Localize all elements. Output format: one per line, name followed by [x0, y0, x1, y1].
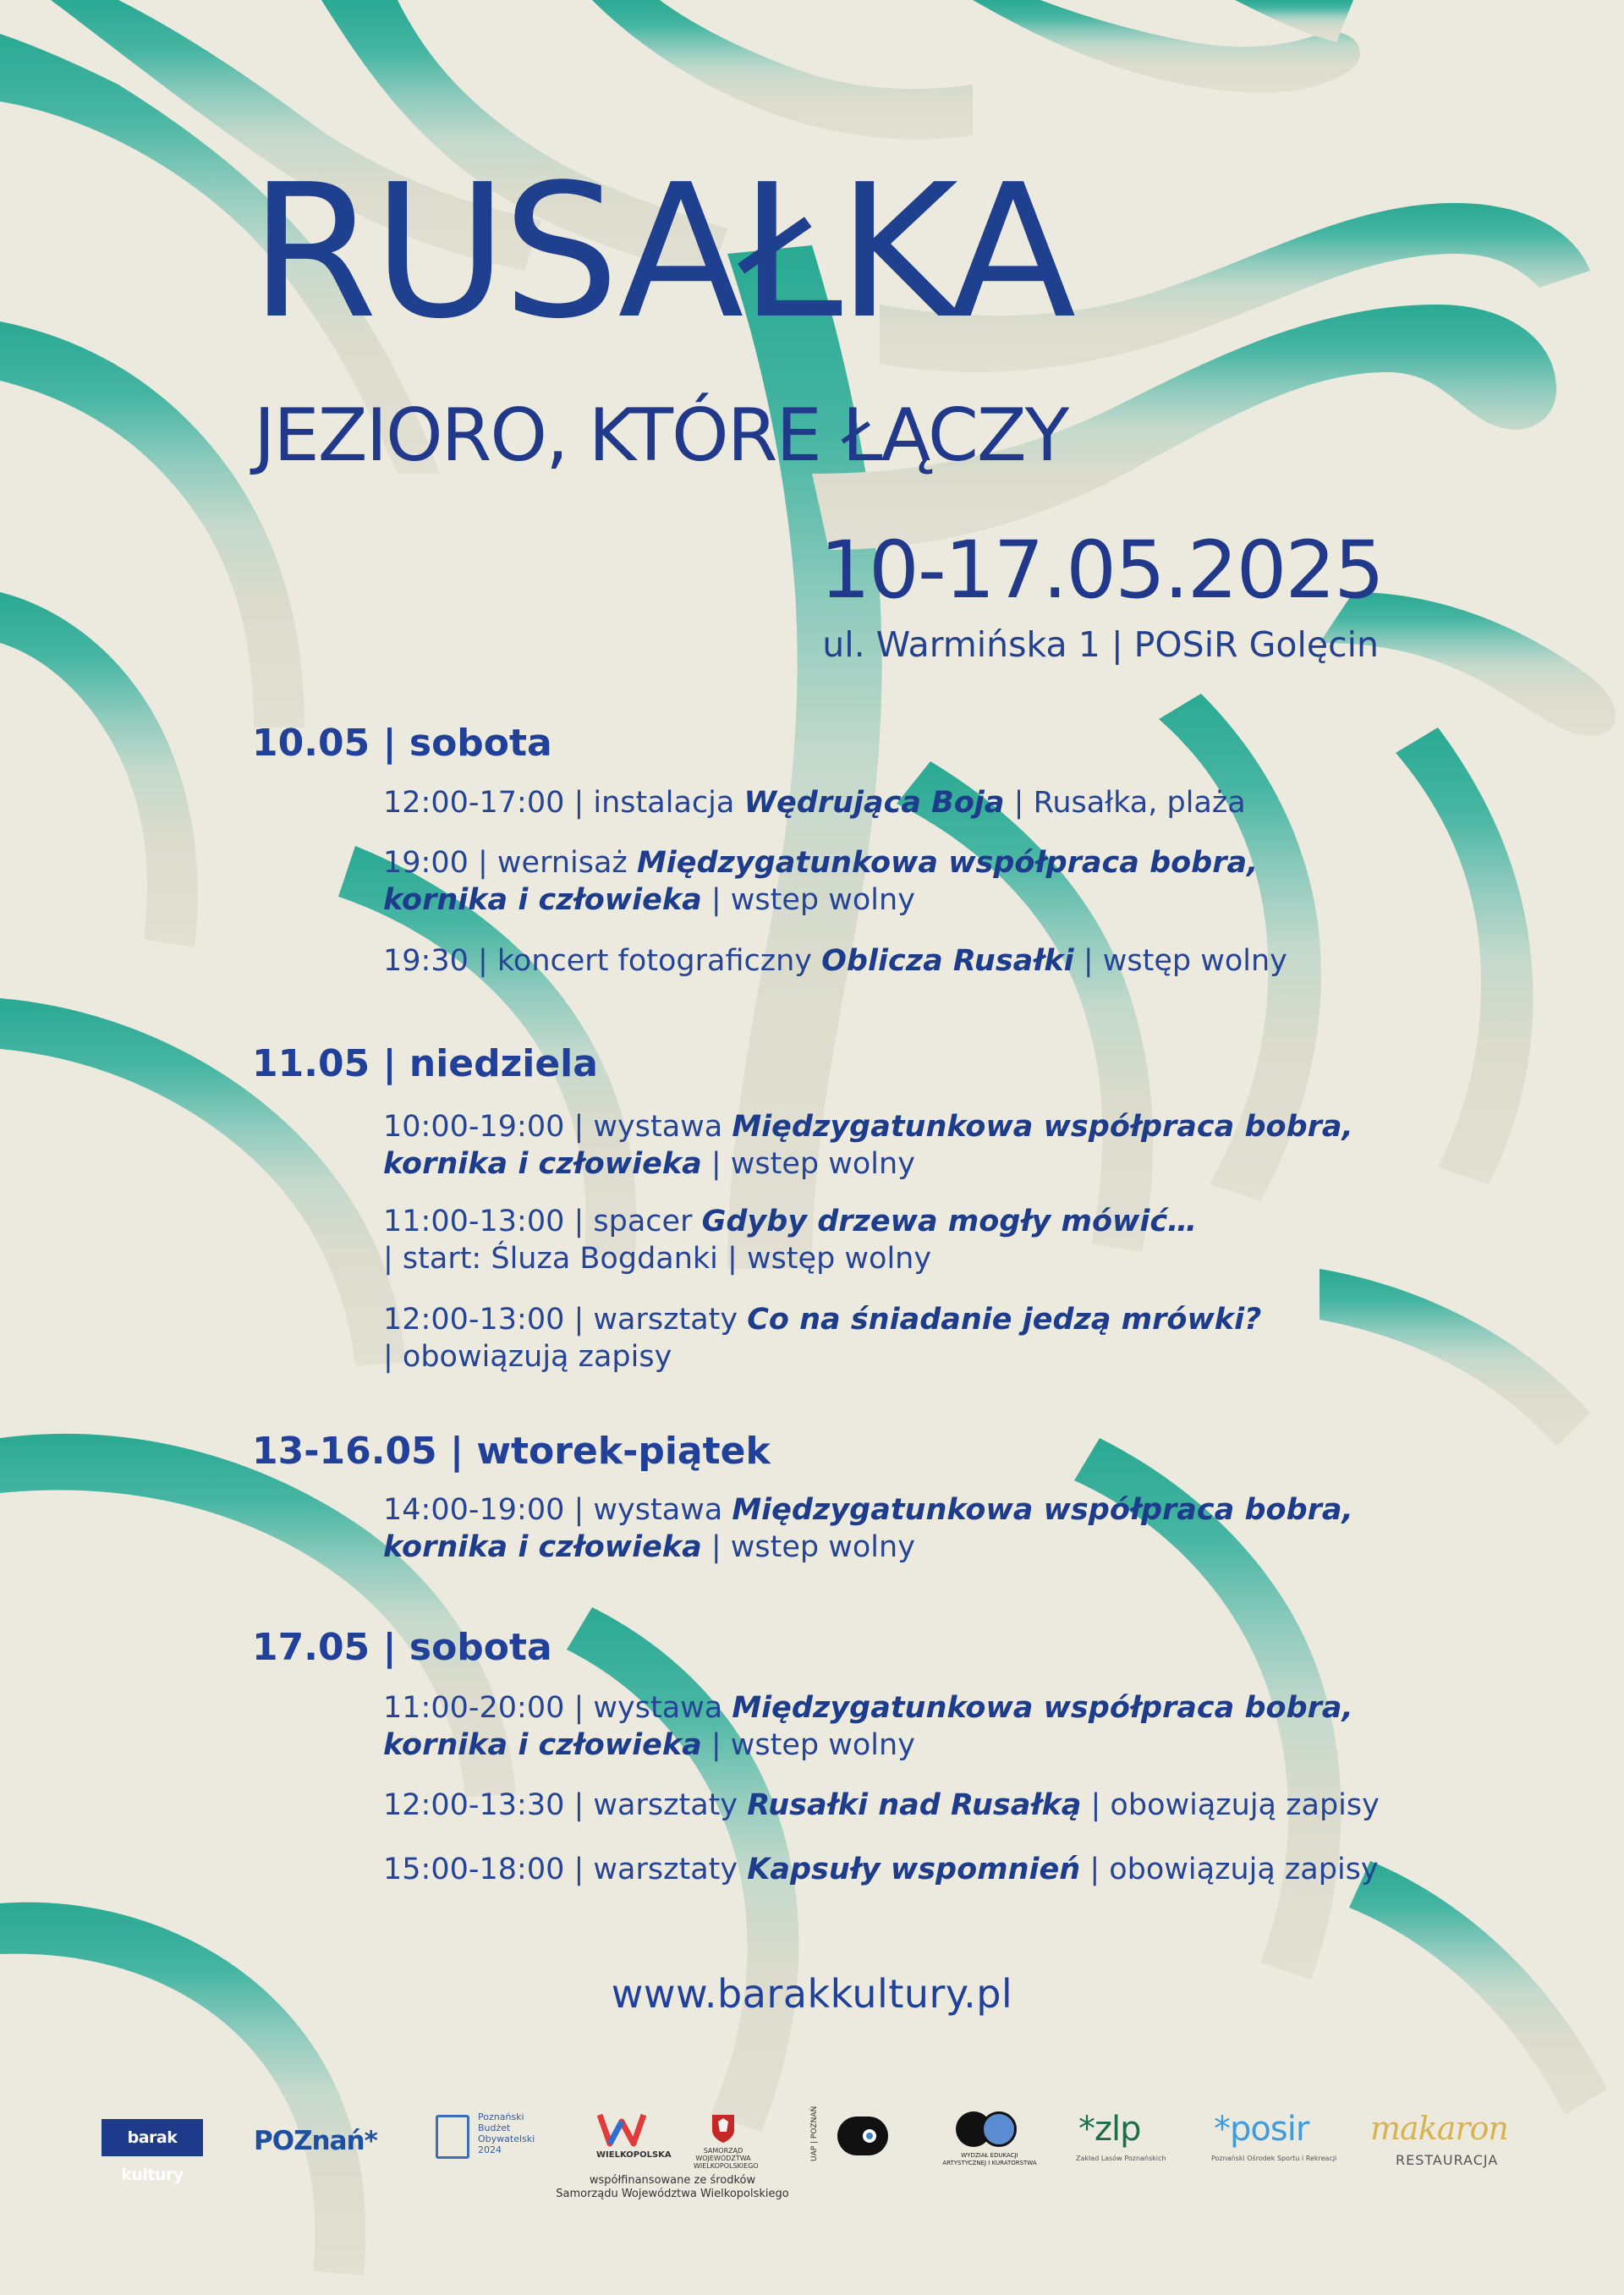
posir-subtitle: Poznański Ośrodek Sportu i Rekreacji: [1211, 2155, 1337, 2162]
event-line: | start: Śluza Bogdanki | wstęp wolny: [383, 1242, 932, 1276]
poznan-logo: POZnań*: [254, 2126, 377, 2156]
event-line: kornika i człowieka | wstep wolny: [383, 883, 915, 917]
day-heading-1105: 11.05 | niedziela: [252, 1042, 598, 1085]
event-line: kornika i człowieka | wstep wolny: [383, 1147, 915, 1181]
pbo-logo: [436, 2111, 546, 2162]
pbo-text: Poznański Budżet Obywatelski 2024: [478, 2111, 535, 2155]
day-heading-1705: 17.05 | sobota: [252, 1626, 552, 1669]
cofunding-note: współfinansowane ze środków Samorządu Województwa Wielkopolskiego: [556, 2174, 789, 2200]
event-line: 10:00-19:00 | wystawa Międzygatunkowa współpraca bobra,: [383, 1110, 1353, 1144]
event-line: kornika i człowieka | wstep wolny: [383, 1530, 915, 1564]
poster-subtitle: JEZIORO, KTÓRE ŁĄCZY: [254, 393, 1068, 478]
zlp-logo: *zlp: [1078, 2110, 1141, 2149]
event-line: 12:00-13:00 | warsztaty Co na śniadanie jedzą mrówki?: [383, 1303, 1262, 1337]
event-venue: ul. Warmińska 1 | POSiR Golęcin: [822, 624, 1379, 665]
posir-logo: *posir: [1214, 2110, 1309, 2149]
event-line: 12:00-13:30 | warsztaty Rusałki nad Rusałką | obowiązują zapisy: [383, 1788, 1380, 1822]
event-line: 11:00-20:00 | wystawa Międzygatunkowa współpraca bobra,: [383, 1691, 1353, 1725]
event-line: | obowiązują zapisy: [383, 1340, 672, 1374]
wielkopolska-logo: WIELKOPOLSKA SAMORZĄD WOJEWÓDZTWA WIELKOPOLSKIEGO: [596, 2110, 757, 2169]
uap-logo-icon: [837, 2117, 888, 2155]
event-line: 11:00-13:00 | spacer Gdyby drzewa mogły mówić…: [383, 1205, 1198, 1238]
coat-of-arms-icon: [710, 2113, 736, 2144]
makaron-logo: makaron: [1370, 2110, 1508, 2147]
event-line: 19:00 | wernisaż Międzygatunkowa współpraca bobra,: [383, 846, 1259, 880]
wielkopolska-w-icon: [596, 2110, 647, 2149]
event-line: kornika i człowieka | wstep wolny: [383, 1728, 915, 1762]
zlp-subtitle: Zakład Lasów Poznańskich: [1076, 2155, 1166, 2162]
makaron-subtitle: RESTAURACJA: [1396, 2152, 1499, 2168]
event-line: 19:30 | koncert fotograficzny Oblicza Rusałki | wstęp wolny: [383, 944, 1287, 978]
event-dates: 10-17.05.2025: [820, 524, 1383, 617]
check-box-icon: [436, 2115, 469, 2159]
poster-title: RUSAŁKA: [250, 145, 1072, 360]
barak-kultury-logo: barak kultury: [102, 2119, 203, 2156]
event-line: 15:00-18:00 | warsztaty Kapsuły wspomnień | obowiązują zapisy: [383, 1853, 1379, 1886]
weak-logo: WYDZIAŁ EDUKACJI ARTYSTYCZNEJ I KURATORSTWA: [939, 2110, 1057, 2177]
day-heading-1005: 10.05 | sobota: [252, 722, 552, 765]
circle-icon: [981, 2111, 1017, 2147]
website-link[interactable]: www.barakkultury.pl: [611, 1971, 1013, 2017]
uap-label: UAP | POZNAŃ: [810, 2106, 819, 2161]
event-line: 14:00-19:00 | wystawa Międzygatunkowa współpraca bobra,: [383, 1493, 1353, 1527]
day-heading-1316: 13-16.05 | wtorek-piątek: [252, 1430, 771, 1473]
event-line: 12:00-17:00 | instalacja Wędrująca Boja | Rusałka, plaża: [383, 786, 1246, 820]
